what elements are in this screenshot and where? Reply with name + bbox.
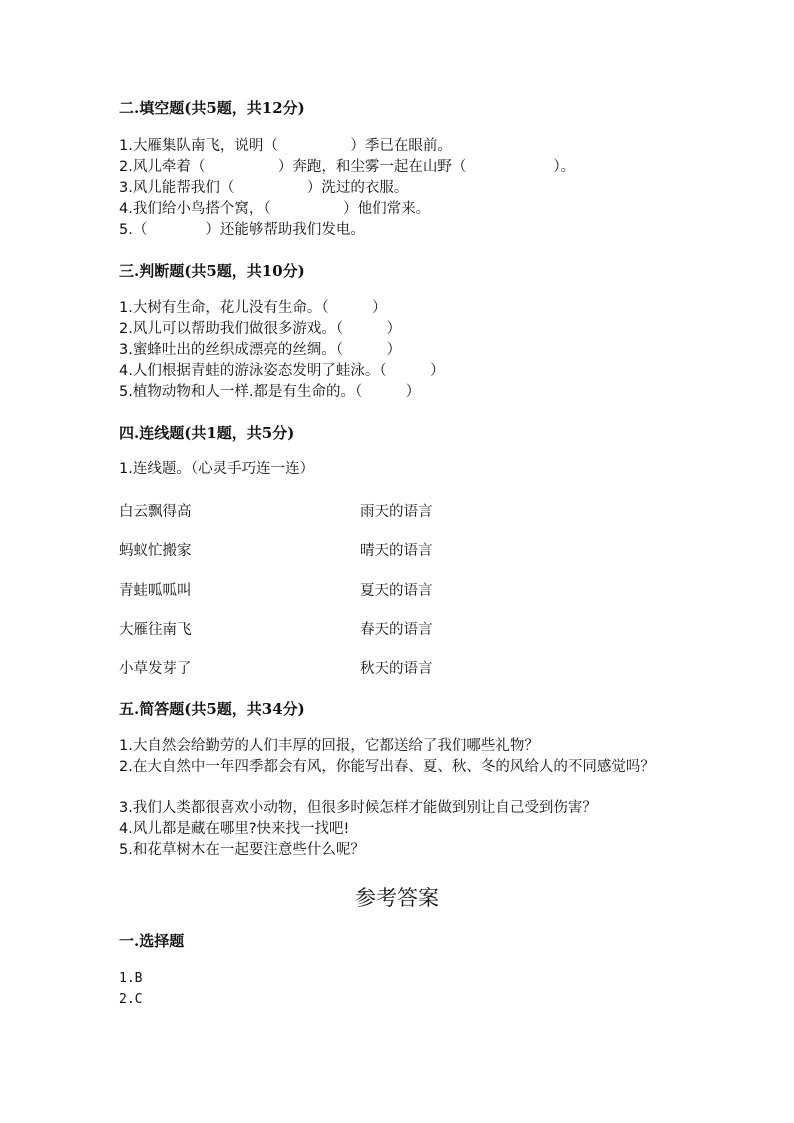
match-left-2: 蚂蚁忙搬家 [119, 543, 192, 559]
fill-blank-item-4: 4.我们给小鸟搭个窝，（ ）他们常来。 [119, 201, 431, 217]
judge-item-1: 1.大树有生命，花儿没有生命。（ ） [119, 300, 387, 316]
fill-blank-item-2: 2.风儿牵着（ ）奔跑，和尘雾一起在山野（ ）。 [119, 159, 576, 175]
section-5-title: 五.简答题(共5题，共34分) [119, 700, 305, 718]
matching-question: 1.连线题。（心灵手巧连一连） [119, 461, 315, 477]
section-4-title: 四.连线题(共1题，共5分) [119, 424, 295, 442]
short-answer-item-3: 3.我们人类都很喜欢小动物，但很多时候怎样才能做到别让自己受到伤害？ [119, 800, 597, 816]
fill-blank-item-3: 3.风儿能帮我们（ ）洗过的衣服。 [119, 180, 409, 196]
match-right-1: 雨天的语言 [360, 504, 433, 520]
judge-item-5: 5.植物动物和人一样.都是有生命的。（ ） [119, 384, 421, 400]
match-left-3: 青蛙呱呱叫 [119, 583, 192, 599]
match-right-4: 春天的语言 [360, 622, 433, 638]
fill-blank-item-5: 5.（ ）还能够帮助我们发电。 [119, 222, 365, 238]
match-right-5: 秋天的语言 [360, 661, 433, 677]
short-answer-item-2: 2.在大自然中一年四季都会有风，你能写出春、夏、秋、冬的风给人的不同感觉吗？ [119, 759, 655, 775]
judge-item-3: 3.蜜蜂吐出的丝织成漂亮的丝绸。（ ） [119, 342, 402, 358]
answer-item-1: 1.B [119, 971, 143, 986]
section-3-title: 三.判断题(共5题，共10分) [119, 262, 305, 280]
judge-item-2: 2.风儿可以帮助我们做很多游戏。（ ） [119, 321, 402, 337]
match-left-5: 小草发芽了 [119, 661, 192, 677]
judge-item-4: 4.人们根据青蛙的游泳姿态发明了蛙泳。（ ） [119, 363, 445, 379]
short-answer-item-5: 5.和花草树木在一起要注意些什么呢？ [119, 842, 365, 858]
match-left-1: 白云飘得高 [119, 504, 192, 520]
answer-item-2: 2.C [119, 992, 143, 1007]
short-answer-item-1: 1.大自然会给勤劳的人们丰厚的回报，它都送给了我们哪些礼物？ [119, 738, 539, 754]
match-right-2: 晴天的语言 [360, 543, 433, 559]
match-left-4: 大雁往南飞 [119, 622, 192, 638]
answer-section-1-title: 一.选择题 [119, 932, 185, 950]
fill-blank-item-1: 1.大雁集队南飞，说明（ ）季已在眼前。 [119, 138, 452, 154]
short-answer-item-4: 4.风儿都是藏在哪里?快来找一找吧! [119, 821, 350, 837]
match-right-3: 夏天的语言 [360, 583, 433, 599]
section-2-title: 二.填空题(共5题，共12分) [119, 99, 305, 117]
answer-key-title: 参考答案 [355, 886, 439, 910]
